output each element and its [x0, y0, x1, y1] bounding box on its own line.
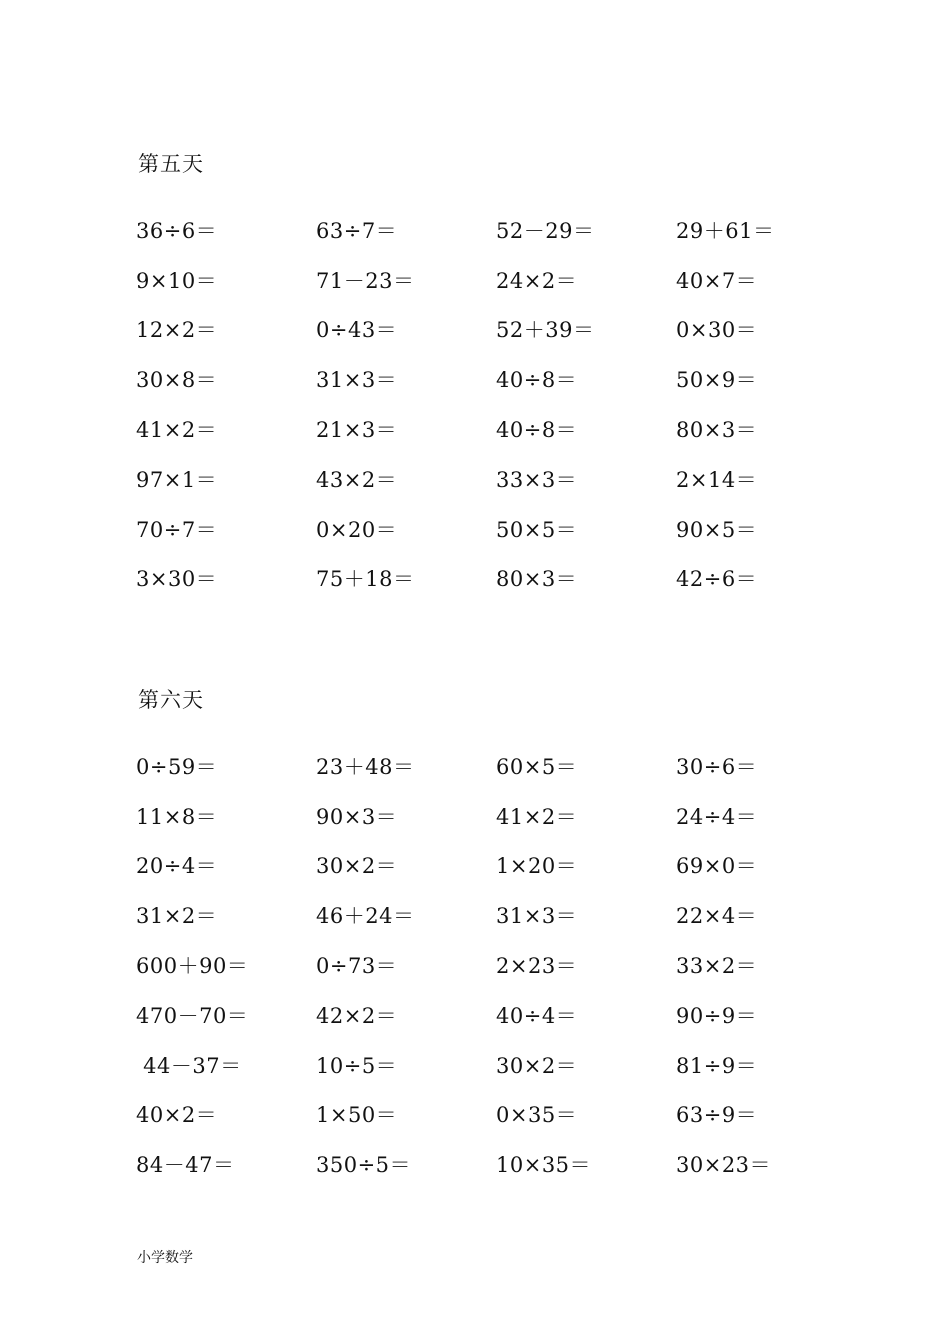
math-problem: 31×3＝: [496, 904, 578, 929]
problem-row: [136, 990, 856, 1040]
math-problem: 12×2＝: [136, 318, 218, 343]
math-problem: 30×2＝: [496, 1053, 578, 1078]
problem-row: [136, 305, 856, 355]
problem-row: [136, 404, 856, 454]
math-problem: 0÷73＝: [316, 954, 398, 979]
problem-grid-day6: [136, 741, 856, 1189]
problem-row: [136, 1040, 856, 1090]
math-problem: 90÷9＝: [676, 1003, 758, 1028]
math-problem: 33×3＝: [496, 467, 578, 492]
math-problem: 31×3＝: [316, 368, 398, 393]
math-problem: 36÷6＝: [136, 218, 218, 243]
section-title-day6: 第六天: [138, 688, 204, 712]
math-problem: 9×10＝: [136, 268, 218, 293]
math-problem: 30×23＝: [676, 1153, 772, 1178]
math-problem: 42×2＝: [316, 1003, 398, 1028]
math-problem: 71－23＝: [316, 268, 415, 293]
math-problem: 3×30＝: [136, 567, 218, 592]
math-problem: 21×3＝: [316, 418, 398, 443]
math-problem: 0×30＝: [676, 318, 758, 343]
math-problem: 0÷59＝: [136, 754, 218, 779]
math-problem: 1×50＝: [316, 1103, 398, 1128]
math-problem: 0÷43＝: [316, 318, 398, 343]
math-problem: 0×35＝: [496, 1103, 578, 1128]
math-problem: 43×2＝: [316, 467, 398, 492]
page-footer: 小学数学: [137, 1250, 193, 1266]
math-problem: 2×14＝: [676, 467, 758, 492]
math-problem: 52－29＝: [496, 218, 595, 243]
problem-row: [136, 940, 856, 990]
math-problem: 63÷9＝: [676, 1103, 758, 1128]
math-problem: 2×23＝: [496, 954, 578, 979]
math-problem: 41×2＝: [496, 804, 578, 829]
math-problem: 31×2＝: [136, 904, 218, 929]
math-problem: 40×2＝: [136, 1103, 218, 1128]
math-problem: 30×2＝: [316, 854, 398, 879]
math-problem: 24×2＝: [496, 268, 578, 293]
math-problem: 69×0＝: [676, 854, 758, 879]
math-problem: 1×20＝: [496, 854, 578, 879]
math-problem: 50×5＝: [496, 517, 578, 542]
problem-row: [136, 841, 856, 891]
problem-row: [136, 255, 856, 305]
math-problem: 50×9＝: [676, 368, 758, 393]
math-problem: 80×3＝: [676, 418, 758, 443]
math-problem: 40×7＝: [676, 268, 758, 293]
math-problem: 22×4＝: [676, 904, 758, 929]
math-problem: 70÷7＝: [136, 517, 218, 542]
math-problem: 40÷8＝: [496, 368, 578, 393]
math-problem: 33×2＝: [676, 954, 758, 979]
math-problem: 90×5＝: [676, 517, 758, 542]
math-problem: 90×3＝: [316, 804, 398, 829]
math-problem: 60×5＝: [496, 754, 578, 779]
section-title-day5: 第五天: [138, 152, 204, 176]
math-problem: 97×1＝: [136, 467, 218, 492]
math-problem: 20÷4＝: [136, 854, 218, 879]
math-problem: 11×8＝: [136, 804, 218, 829]
math-problem: 42÷6＝: [676, 567, 758, 592]
math-problem: 350÷5＝: [316, 1153, 412, 1178]
problem-row: [136, 504, 856, 554]
problem-row: [136, 1090, 856, 1140]
math-problem: 600＋90＝: [136, 954, 249, 979]
math-problem: 24÷4＝: [676, 804, 758, 829]
problem-row: [136, 791, 856, 841]
problem-grid-day5: [136, 205, 856, 603]
problem-row: [136, 890, 856, 940]
problem-row: [136, 1139, 856, 1189]
math-problem: 10÷5＝: [316, 1053, 398, 1078]
problem-row: [136, 454, 856, 504]
math-problem: 63÷7＝: [316, 218, 398, 243]
math-problem: 80×3＝: [496, 567, 578, 592]
math-problem: 0×20＝: [316, 517, 398, 542]
math-problem: 41×2＝: [136, 418, 218, 443]
math-problem: 30×8＝: [136, 368, 218, 393]
math-problem: 81÷9＝: [676, 1053, 758, 1078]
problem-row: [136, 205, 856, 255]
math-problem: 52＋39＝: [496, 318, 595, 343]
math-problem: 46＋24＝: [316, 904, 415, 929]
problem-row: [136, 354, 856, 404]
math-problem: 29＋61＝: [676, 218, 775, 243]
math-problem: 30÷6＝: [676, 754, 758, 779]
problem-row: [136, 554, 856, 604]
problem-row: [136, 741, 856, 791]
math-problem: 470－70＝: [136, 1003, 249, 1028]
math-problem: 40÷8＝: [496, 418, 578, 443]
math-problem: 75＋18＝: [316, 567, 415, 592]
math-problem: 40÷4＝: [496, 1003, 578, 1028]
math-problem: 23＋48＝: [316, 754, 415, 779]
math-problem: 84－47＝: [136, 1153, 235, 1178]
math-problem: 44－37＝: [136, 1053, 242, 1078]
math-problem: 10×35＝: [496, 1153, 592, 1178]
